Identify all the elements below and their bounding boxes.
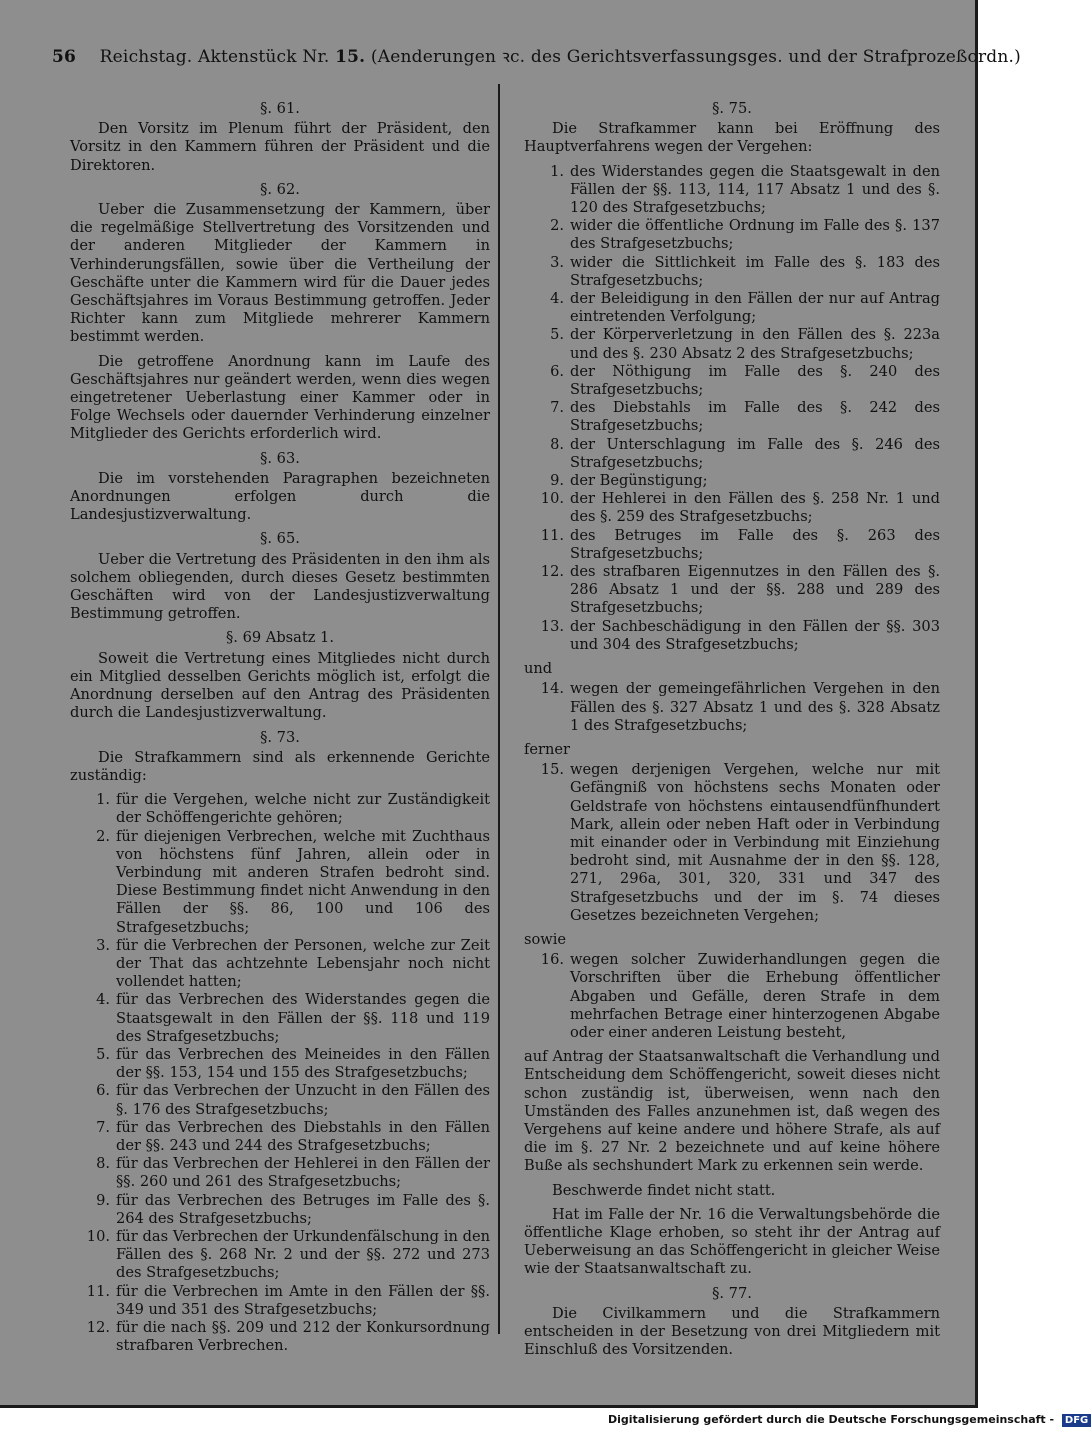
paragraph: Die getroffene Anordnung kann im Laufe des Geschäftsjahres nur geändert werden, wenn dies wegen eingetretener Ueberlastung einer Kammer oder in Folge Wechsels oder dauernder Verhinderung einzelner Mitglieder des Gerichts erforderlich wird.	[70, 352, 490, 443]
paragraph: Hat im Falle der Nr. 16 die Verwaltungsbehörde die öffentliche Klage erhoben, so steht ihr der Antrag auf Ueberweisung an das Schöffengericht in gleicher Weise wie der Staatsanwaltschaft zu.	[524, 1205, 940, 1278]
item-text: für das Verbrechen des Diebstahls in den Fällen der §§. 243 und 244 des Strafgesetzbuchs;	[116, 1118, 490, 1154]
paragraph: Beschwerde findet nicht statt.	[552, 1181, 776, 1199]
credit-text: Digitalisierung gefördert durch die Deutsche Forschungsgemeinschaft -	[608, 1413, 1055, 1426]
list-item	[70, 1082, 490, 1118]
list-item	[70, 1192, 490, 1228]
item-text: der Begünstigung;	[570, 472, 708, 490]
item-text: wider die Sittlichkeit im Falle des §. 183 des Strafgesetzbuchs;	[570, 253, 940, 289]
list-item	[524, 490, 940, 526]
section-73	[70, 729, 490, 1356]
item-text: für diejenigen Verbrechen, welche mit Zuchthaus von höchstens fünf Jahren, allein oder in Verbindung mit anderen Strafen bedroht sind. Diese Bestimmung findet nicht Anwendung in den Fällen der §§. 86, 100 und 106 des Strafgesetzbuchs;	[116, 827, 490, 936]
section-heading: §. 75.	[712, 100, 752, 117]
item-text: für das Verbrechen des Betruges im Falle des §. 264 des Strafgesetzbuchs;	[116, 1191, 490, 1227]
section-65	[70, 530, 490, 623]
item-number: 5.	[96, 1045, 110, 1063]
numbered-list	[524, 951, 940, 1042]
digitization-credit	[608, 1413, 1091, 1427]
section-heading: §. 69 Absatz 1.	[226, 629, 334, 647]
connector-text: ferner	[524, 740, 571, 758]
column-divider	[498, 84, 500, 1334]
item-number: 2.	[550, 217, 564, 235]
list-item	[524, 563, 940, 618]
paragraph: Die Strafkammern sind als erkennende Gerichte zuständig:	[70, 748, 490, 784]
list-item	[70, 1046, 490, 1082]
item-text: für das Verbrechen des Widerstandes gegen die Staatsgewalt in den Fällen der §§. 118 und 119 des Strafgesetzbuchs;	[116, 991, 490, 1045]
item-text: für das Verbrechen des Meineides in den Fällen der §§. 153, 154 und 155 des Strafgesetzbuchs;	[116, 1045, 490, 1082]
item-number: 14.	[540, 680, 564, 698]
list-item	[70, 791, 490, 827]
list-item	[70, 1283, 490, 1319]
item-text: des Diebstahls im Falle des §. 242 des Strafgesetzbuchs;	[570, 399, 940, 435]
item-text: wegen solcher Zuwiderhandlungen gegen die Vorschriften über die Erhebung öffentlicher Abgaben und Gefälle, deren Strafe in dem mehrfachen Betrage einer hinterzogenen Abgabe oder einer anderen Leistung besteht,	[570, 951, 940, 1041]
header-document-number: 15.	[335, 47, 366, 67]
list-item	[70, 1228, 490, 1283]
item-text: der Sachbeschädigung in den Fällen der §§. 303 und 304 des Strafgesetzbuchs;	[570, 617, 940, 653]
item-text: des strafbaren Eigennutzes in den Fällen des §. 286 Absatz 1 und der §§. 288 und 289 des Strafgesetzbuchs;	[570, 563, 940, 617]
section-heading: §. 77.	[712, 1284, 752, 1302]
list-item	[524, 326, 940, 362]
connector-text: sowie	[524, 930, 567, 948]
section-heading: §. 62.	[260, 180, 300, 198]
paragraph: Ueber die Vertretung des Präsidenten in den ihm als solchem obliegenden, durch dieses Gesetz bestimmten Geschäften wird von der Landesjustizverwaltung Bestimmung getroffen.	[70, 550, 490, 623]
item-text: der Körperverletzung in den Fällen des §. 223a und des §. 230 Absatz 2 des Strafgesetzbuchs;	[570, 326, 940, 362]
list-item	[70, 991, 490, 1046]
list-item	[524, 951, 940, 1042]
item-text: der Beleidigung in den Fällen der nur auf Antrag eintretenden Verfolgung;	[570, 290, 940, 326]
paragraph: Die im vorstehenden Paragraphen bezeichneten Anordnungen erfolgen durch die Landesjustizverwaltung.	[70, 469, 490, 524]
numbered-list	[524, 163, 940, 654]
item-number: 8.	[96, 1155, 110, 1173]
list-item	[524, 290, 940, 326]
item-number: 13.	[540, 617, 564, 635]
item-text: des Widerstandes gegen die Staatsgewalt in den Fällen der §§. 113, 114, 117 Absatz 1 und des §. 120 des Strafgesetzbuchs;	[570, 162, 940, 217]
left-column	[70, 96, 490, 1361]
item-text: für das Verbrechen der Unzucht in den Fällen des §. 176 des Strafgesetzbuchs;	[116, 1082, 490, 1118]
item-text: des Betruges im Falle des §. 263 des Strafgesetzbuchs;	[570, 526, 940, 562]
item-number: 1.	[550, 162, 564, 180]
item-text: wider die öffentliche Ordnung im Falle des §. 137 des Strafgesetzbuchs;	[570, 217, 940, 253]
item-number: 10.	[86, 1227, 110, 1245]
item-text: der Hehlerei in den Fällen des §. 258 Nr. 1 und des §. 259 des Strafgesetzbuchs;	[570, 490, 940, 526]
item-text: für die Verbrechen der Personen, welche zur Zeit der That das achtzehnte Lebensjahr noch nicht vollendet hatten;	[116, 936, 490, 991]
section-69	[70, 629, 490, 722]
list-item	[70, 1319, 490, 1355]
list-item	[524, 618, 940, 654]
section-heading: §. 73.	[260, 728, 300, 746]
item-number: 7.	[96, 1118, 110, 1136]
list-item	[524, 363, 940, 399]
item-text: für das Verbrechen der Urkundenfälschung in den Fällen des §. 268 Nr. 2 und der §§. 272 und 273 des Strafgesetzbuchs;	[116, 1227, 490, 1282]
item-text: für die Verbrechen im Amte in den Fällen der §§. 349 und 351 des Strafgesetzbuchs;	[116, 1282, 490, 1318]
list-item	[524, 472, 940, 490]
paragraph: Die Strafkammer kann bei Eröffnung des Hauptverfahrens wegen der Vergehen:	[524, 120, 940, 156]
item-number: 6.	[550, 362, 564, 380]
list-item	[524, 217, 940, 253]
item-number: 2.	[96, 827, 110, 845]
section-heading: §. 65.	[260, 530, 300, 548]
right-column	[524, 96, 940, 1365]
item-number: 3.	[550, 253, 564, 271]
section-75	[524, 100, 940, 1279]
item-text: der Nöthigung im Falle des §. 240 des Strafgesetzbuchs;	[570, 362, 940, 399]
list-item	[524, 761, 940, 925]
item-number: 8.	[550, 435, 564, 453]
item-number: 1.	[96, 791, 110, 809]
list-item	[70, 1119, 490, 1155]
list-item	[524, 680, 940, 735]
dfg-logo: DFG	[1062, 1414, 1091, 1427]
item-number: 7.	[550, 399, 564, 417]
connector-text: und	[524, 660, 553, 678]
numbered-list	[524, 680, 940, 735]
section-77	[524, 1285, 940, 1360]
numbered-list	[524, 761, 940, 925]
item-number: 10.	[540, 490, 564, 508]
list-item	[70, 828, 490, 937]
list-item	[524, 163, 940, 218]
item-number: 9.	[550, 472, 564, 490]
page-header	[52, 44, 1021, 67]
paragraph: Die Civilkammern und die Strafkammern entscheiden in der Besetzung von drei Mitgliedern mit Einschluß des Vorsitzenden.	[524, 1304, 940, 1359]
section-heading: §. 63.	[260, 449, 300, 467]
item-number: 16.	[540, 951, 564, 969]
item-number: 4.	[96, 991, 110, 1009]
list-item	[524, 399, 940, 435]
list-item	[70, 1155, 490, 1191]
paragraph: Den Vorsitz im Plenum führt der Präsident, den Vorsitz in den Kammern führen der Präsident und die Direktoren.	[70, 120, 490, 174]
item-number: 4.	[550, 290, 564, 308]
item-number: 15.	[540, 761, 564, 779]
section-63	[70, 450, 490, 525]
item-text: der Unterschlagung im Falle des §. 246 des Strafgesetzbuchs;	[570, 435, 940, 471]
item-number: 9.	[96, 1191, 110, 1209]
item-number: 12.	[540, 563, 564, 581]
header-title: Reichstag. Aktenstück Nr.	[99, 47, 330, 67]
list-item	[70, 937, 490, 992]
header-subtitle: (Aenderungen ꝛc. des Gerichtsverfassungsges. und der Strafprozeßordn.)	[370, 47, 1021, 67]
item-number: 11.	[86, 1282, 110, 1300]
item-text: für das Verbrechen der Hehlerei in den Fällen der §§. 260 und 261 des Strafgesetzbuchs;	[116, 1155, 490, 1191]
list-item	[524, 436, 940, 472]
list-item	[524, 254, 940, 290]
section-61	[70, 100, 490, 175]
item-number: 5.	[550, 326, 564, 344]
page-number: 56	[52, 47, 77, 67]
paragraph: auf Antrag der Staatsanwaltschaft die Verhandlung und Entscheidung dem Schöffengericht, soweit dieses nicht schon zuständig ist, überweisen, wenn nach den Umständen des Falles anzunehmen ist, daß wegen des Vergehens auf keine andere und höhere Strafe, als auf die im §. 27 Nr. 2 bezeichnete und auf keine höhere Buße als sechshundert Mark zu erkennen sein werde.	[524, 1048, 940, 1175]
item-text: für die Vergehen, welche nicht zur Zuständigkeit der Schöffengerichte gehören;	[116, 791, 490, 827]
item-text: wegen derjenigen Vergehen, welche nur mit Gefängniß von höchstens sechs Monaten oder Geldstrafe von höchstens eintausendfünfhundert Mark, allein oder neben Haft oder in Verbindung mit einander oder in Verbindung mit Einziehung bedroht sind, mit Ausnahme der in den §§. 128, 271, 296a, 301, 320, 331 und 347 des Strafgesetzbuchs und der im §. 74 dieses Gesetzes bezeichneten Vergehen;	[570, 761, 940, 924]
numbered-list	[70, 791, 490, 1355]
item-number: 12.	[86, 1319, 110, 1336]
item-text: für die nach §§. 209 und 212 der Konkursordnung strafbaren Verbrechen.	[116, 1319, 490, 1355]
list-item	[524, 527, 940, 563]
section-62	[70, 181, 490, 444]
item-number: 3.	[96, 936, 110, 954]
item-number: 11.	[540, 526, 564, 544]
section-heading: §. 61.	[260, 100, 300, 117]
paragraph: Soweit die Vertretung eines Mitgliedes nicht durch ein Mitglied desselben Gerichts möglich ist, erfolgt die Anordnung derselben auf den Antrag des Präsidenten durch die Landesjustizverwaltung.	[70, 649, 490, 722]
item-text: wegen der gemeingefährlichen Vergehen in den Fällen des §. 327 Absatz 1 und des §. 328 Absatz 1 des Strafgesetzbuchs;	[570, 680, 940, 734]
item-number: 6.	[96, 1082, 110, 1100]
paragraph: Ueber die Zusammensetzung der Kammern, über die regelmäßige Stellvertretung des Vorsitzenden und der anderen Mitglieder der Kammern in Verhinderungsfällen, sowie über die Vertheilung der Geschäfte unter die Kammern wird für die Dauer jedes Geschäftsjahres im Voraus Bestimmung getroffen. Jeder Richter kann zum Mitgliede mehrerer Kammern bestimmt werden.	[70, 201, 490, 346]
